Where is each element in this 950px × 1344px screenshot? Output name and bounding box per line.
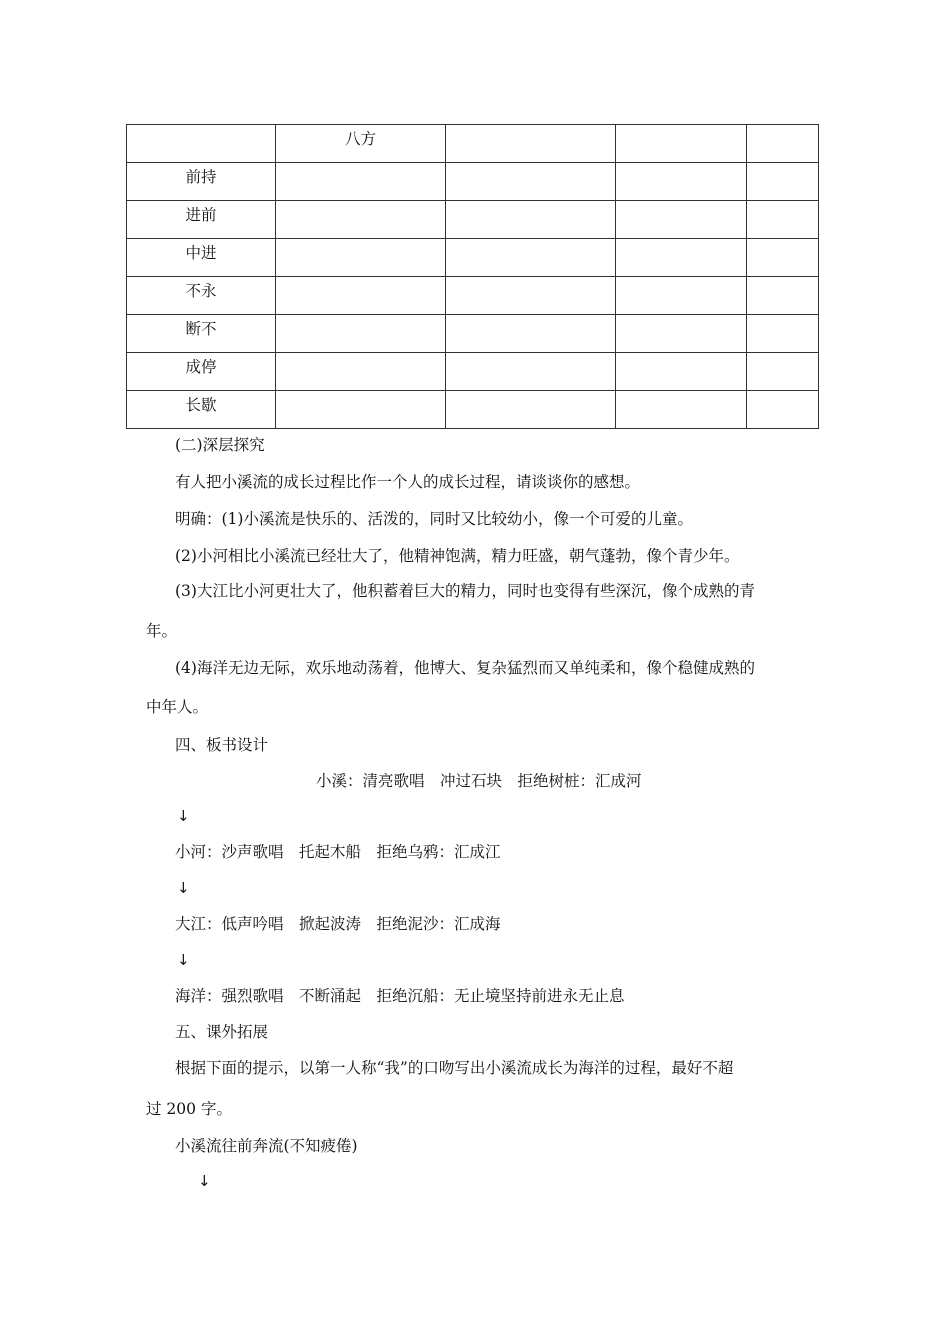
table-cell <box>616 391 747 429</box>
table-cell <box>276 163 446 201</box>
inquiry-answer-4-line2: 中年人。 <box>146 698 209 716</box>
extension-heading: 五、课外拓展 <box>175 1023 269 1041</box>
table-cell <box>446 353 616 391</box>
extension-hint: 小溪流往前奔流(不知疲倦) <box>175 1137 358 1155</box>
table-cell <box>276 239 446 277</box>
table-cell <box>616 239 747 277</box>
table-cell <box>446 163 616 201</box>
table-cell: 八方 <box>276 125 446 163</box>
lesson-table <box>126 124 819 429</box>
table-cell <box>747 239 819 277</box>
table-cell <box>446 201 616 239</box>
table-cell <box>616 163 747 201</box>
inquiry-heading: (二)深层探究 <box>175 436 265 454</box>
board-line-stream: 小溪：清亮歌唱 冲过石块 拒绝树桩：汇成河 <box>316 772 642 790</box>
inquiry-answer-3-line1: (3)大江比小河更壮大了，他积蓄着巨大的精力，同时也变得有些深沉，像个成熟的青 <box>175 582 755 600</box>
table-cell <box>276 277 446 315</box>
table-cell: 不永 <box>127 277 276 315</box>
table-cell <box>276 353 446 391</box>
table-cell: 中进 <box>127 239 276 277</box>
table-cell <box>446 315 616 353</box>
table-cell <box>747 125 819 163</box>
table-cell <box>446 125 616 163</box>
table-cell <box>747 201 819 239</box>
down-arrow-icon: ↓ <box>198 1172 211 1190</box>
board-line-ocean: 海洋：强烈歌唱 不断涌起 拒绝沉船：无止境坚持前进永无止息 <box>175 987 625 1005</box>
table-cell <box>446 391 616 429</box>
table-row <box>127 353 819 391</box>
table-row <box>127 163 819 201</box>
inquiry-answer-1: 明确：(1)小溪流是快乐的、活泼的，同时又比较幼小，像一个可爱的儿童。 <box>175 510 693 528</box>
table-row <box>127 201 819 239</box>
table-cell <box>747 163 819 201</box>
table-cell <box>747 353 819 391</box>
table-cell <box>616 201 747 239</box>
table-cell: 前持 <box>127 163 276 201</box>
inquiry-answer-3-line2: 年。 <box>146 622 178 640</box>
down-arrow-icon: ↓ <box>177 951 190 969</box>
extension-task-line1: 根据下面的提示，以第一人称“我”的口吻写出小溪流成长为海洋的过程，最好不超 <box>175 1059 734 1077</box>
table-cell <box>616 125 747 163</box>
table-cell <box>276 201 446 239</box>
extension-task-line2: 过 200 字。 <box>146 1100 232 1118</box>
table-cell <box>747 391 819 429</box>
table-cell <box>446 277 616 315</box>
inquiry-answer-4-line1: (4)海洋无边无际，欢乐地动荡着，他博大、复杂猛烈而又单纯柔和，像个稳健成熟的 <box>175 659 755 677</box>
table-cell <box>747 277 819 315</box>
table-cell <box>616 315 747 353</box>
board-heading: 四、板书设计 <box>175 736 269 754</box>
board-line-river: 小河：沙声歌唱 托起木船 拒绝乌鸦：汇成江 <box>175 843 501 861</box>
inquiry-question: 有人把小溪流的成长过程比作一个人的成长过程，请谈谈你的感想。 <box>175 473 641 491</box>
down-arrow-icon: ↓ <box>177 807 190 825</box>
table-cell <box>276 315 446 353</box>
table-row <box>127 391 819 429</box>
board-line-big-river: 大江：低声吟唱 掀起波涛 拒绝泥沙：汇成海 <box>175 915 501 933</box>
table-cell <box>616 353 747 391</box>
table-cell <box>616 277 747 315</box>
table-cell <box>276 391 446 429</box>
table-cell: 进前 <box>127 201 276 239</box>
table-cell <box>446 239 616 277</box>
table-row <box>127 315 819 353</box>
table-cell: 断不 <box>127 315 276 353</box>
down-arrow-icon: ↓ <box>177 879 190 897</box>
table-cell: 长歇 <box>127 391 276 429</box>
table-cell <box>747 315 819 353</box>
table-row <box>127 239 819 277</box>
table-header-row <box>127 125 819 163</box>
table-cell <box>127 125 276 163</box>
table-cell: 成停 <box>127 353 276 391</box>
inquiry-answer-2: (2)小河相比小溪流已经壮大了，他精神饱满，精力旺盛，朝气蓬勃，像个青少年。 <box>175 547 740 565</box>
table-row <box>127 277 819 315</box>
